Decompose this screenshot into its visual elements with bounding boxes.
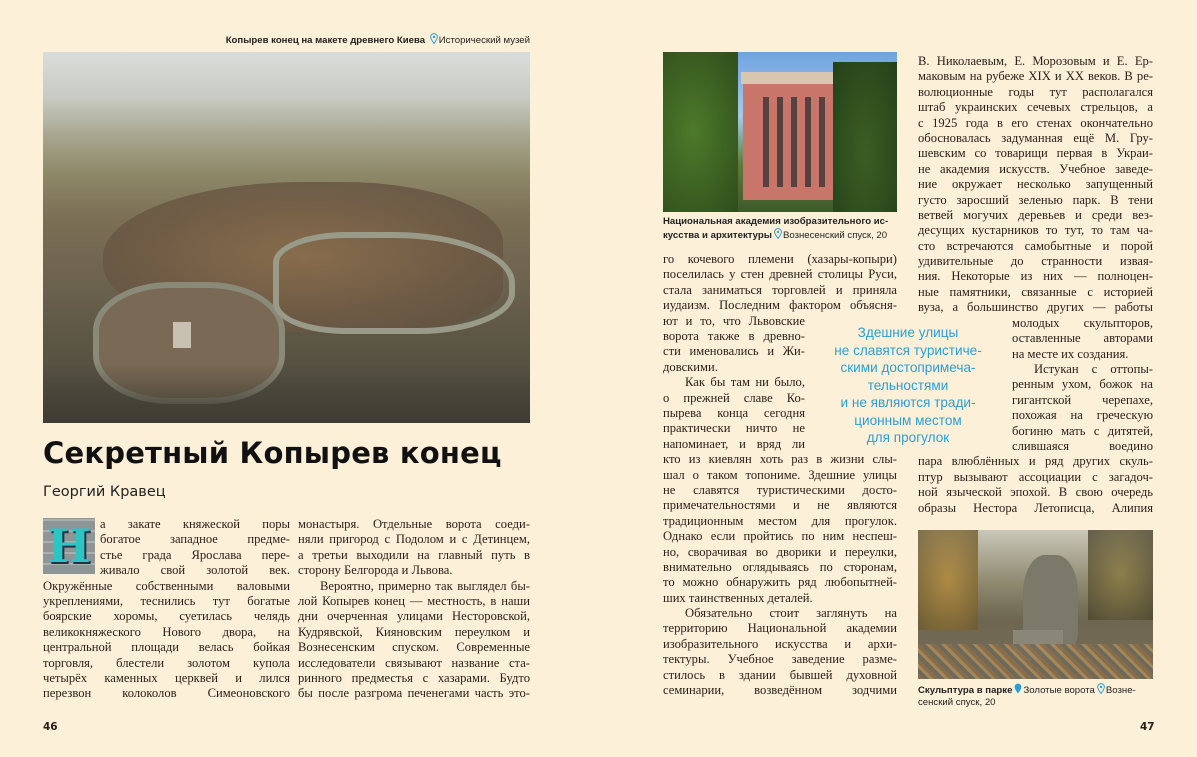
text-line: укреплениями, теснились тут богатые bbox=[43, 593, 290, 608]
text-line: бы после разгрома печенегами часть это- bbox=[298, 686, 530, 701]
text-line: то можно обнаружить ряд любопытней- bbox=[663, 575, 897, 590]
sculpture-photo-caption: Скульптура в парке Золотые ворота Возне- сенский спуск, 20 bbox=[918, 685, 1136, 708]
location-pin-icon bbox=[1097, 683, 1105, 694]
text-line: Вероятно, примерно так выглядел бы- bbox=[320, 578, 530, 593]
text-line: богатое западное предме- bbox=[100, 532, 290, 547]
article-headline: Секретный Копырев конец bbox=[43, 436, 502, 470]
text-line: Истукан с оттопы- bbox=[1034, 361, 1153, 376]
text-line: вуза, а большинство других — работы bbox=[918, 300, 1153, 315]
text-line: Кудрявской, Кияновским переулком и bbox=[298, 624, 530, 639]
text-line: напоминает, и вряд ли bbox=[663, 436, 805, 451]
text-line: а третьи выходили на главный путь в bbox=[298, 547, 530, 562]
text-line: богиню мать с дитятей, bbox=[1012, 423, 1153, 438]
text-line: сторону Белгорода и Львова. bbox=[298, 563, 453, 578]
text-line: территорию Национальной академии bbox=[663, 621, 897, 636]
text-line: ших таинственных деталей. bbox=[663, 590, 813, 605]
text-line: примечательностями и не являются bbox=[663, 498, 897, 513]
text-line: ной языческой эпохой. В свою очередь bbox=[918, 485, 1153, 500]
text-line: пырева конца сегодня bbox=[663, 405, 805, 420]
text-line: довскими. bbox=[663, 359, 718, 374]
caption-place: Исторический музей bbox=[438, 35, 530, 46]
text-line: поселилась у стен древней столицы Руси, bbox=[663, 267, 897, 282]
text-line: десущих кустарников то тут, то там ча- bbox=[918, 223, 1153, 238]
body-text-right-col2-narrow bbox=[1012, 316, 1153, 455]
page-number-right: 47 bbox=[1140, 721, 1155, 733]
text-line: перезвон колоколов Симеоновского bbox=[43, 686, 290, 701]
text-line: густо заросший зеленью парк. В тени bbox=[918, 192, 1153, 207]
sculpture-photo bbox=[918, 530, 1153, 679]
top-photo-caption bbox=[226, 33, 530, 47]
text-line: живало свой золотой век. bbox=[100, 563, 290, 578]
text-line: ние окружает несколько запущенный bbox=[918, 177, 1153, 192]
text-line: ветвей могучих деревьев и среди вез- bbox=[918, 207, 1153, 222]
academy-photo-caption: Национальная академия изобразительного ис- кусства и архитектуры Вознесенский спуск, 20 bbox=[663, 216, 889, 241]
text-line: тектуры. Учебное заведение разме- bbox=[663, 652, 897, 667]
text-line: похожая на греческую bbox=[1012, 408, 1153, 423]
article-author: Георгий Кравец bbox=[43, 484, 166, 500]
text-line: сти именовались и Жи- bbox=[663, 344, 805, 359]
text-line: Однако если пройтись по ним неспеш- bbox=[663, 529, 897, 544]
text-line: штаб украинских сечевых стрельцов, а bbox=[918, 100, 1153, 115]
text-line: семинарии, возведённом зодчими bbox=[663, 683, 897, 698]
drop-cap: Н bbox=[43, 518, 95, 574]
text-line: ворота также в древно- bbox=[663, 328, 805, 343]
pull-quote-line: не славятся туристиче- bbox=[834, 342, 982, 358]
metro-pin-icon bbox=[1014, 683, 1022, 694]
text-line: традиционным местом для прогулок. bbox=[663, 513, 897, 528]
text-line: птур вызывают ассоциации с загадоч- bbox=[918, 469, 1153, 484]
caption-title: Копырев конец на макете древнего Киева bbox=[225, 35, 426, 46]
text-line: не академия искусств. Учебное заведе- bbox=[918, 161, 1153, 176]
kiev-model-photo bbox=[43, 52, 530, 423]
body-text-right-col1-bottom bbox=[663, 452, 897, 698]
text-line: сто встречаются самобытные и порой bbox=[918, 238, 1153, 253]
text-line: Как бы там ни было, bbox=[685, 375, 805, 390]
text-line: кто из киевлян хоть раз в жизни слы- bbox=[663, 452, 897, 467]
text-line: практически ничто не bbox=[663, 421, 805, 436]
text-line: образы Нестора Летописца, Алипия bbox=[918, 500, 1153, 515]
text-line: молодых скульпторов, bbox=[1012, 315, 1153, 330]
text-line: Обязательно стоит заглянуть на bbox=[685, 606, 897, 621]
location-pin-icon bbox=[774, 228, 782, 239]
text-line: изобразительного искусства и архи- bbox=[663, 636, 897, 651]
text-line: маковым на рубеже XIX и XX веков. В ре- bbox=[918, 69, 1153, 84]
pull-quote-line: скими достопримеча- bbox=[840, 360, 976, 375]
pull-quote-line: Здешние улицы bbox=[857, 325, 959, 340]
text-line: ные памятники, связанные с историей bbox=[918, 284, 1153, 299]
text-line: на месте их создания. bbox=[1012, 346, 1129, 361]
body-text-right-col2-top bbox=[918, 54, 1153, 316]
pull-quote-line: тельностями bbox=[867, 377, 949, 393]
text-line: го кочевого племени (хазары-копыри) bbox=[663, 252, 897, 266]
pull-quote-line: для прогулок bbox=[866, 430, 950, 445]
text-line: а закате княжеской поры bbox=[100, 517, 290, 531]
text-line: исследователи связывают название ста- bbox=[298, 655, 530, 670]
text-line: ринного предместья с хазарами. Будто bbox=[298, 670, 530, 685]
text-line: лой Копырев конец — местность, в наши bbox=[298, 593, 530, 608]
text-line: гигантской черепахе, bbox=[1012, 392, 1153, 407]
text-line: пара влюблённых и ряд других скуль- bbox=[918, 454, 1153, 469]
body-text-right-col2-bottom bbox=[918, 454, 1153, 516]
text-line: обосновалась задуманная ещё М. Гру- bbox=[918, 130, 1153, 145]
text-line: оставленные авторами bbox=[1012, 331, 1153, 346]
body-text-left-col2 bbox=[298, 517, 530, 702]
text-line: о прежней славе Ко- bbox=[663, 390, 805, 405]
text-line: удивительные до странности извая- bbox=[918, 254, 1153, 269]
text-line: но, сворачивая во дворики и переулки, bbox=[663, 544, 897, 559]
text-line: дни очерченная улицами Несторовской, bbox=[298, 609, 530, 624]
body-text-right-col1-narrow bbox=[663, 314, 805, 453]
pull-quote bbox=[808, 324, 1008, 447]
text-line: боярские хоромы, суетилась челядь bbox=[43, 609, 290, 624]
body-text-left-col1-dropcap bbox=[100, 517, 290, 579]
body-text-left-col1 bbox=[43, 579, 290, 702]
text-line: ния. Некоторые из них — полноцен- bbox=[918, 269, 1153, 284]
text-line: ют и то, что Львовские bbox=[663, 313, 805, 328]
text-line: не славятся туристическими досто- bbox=[663, 482, 897, 497]
text-line: Вознесенским спуском. Современные bbox=[298, 640, 530, 655]
text-line: внимательно оглядываясь по сторонам, bbox=[663, 559, 897, 574]
text-line: центральной площади велась бойкая bbox=[43, 640, 290, 655]
text-line: Окружённые собственными валовыми bbox=[43, 578, 290, 593]
academy-building-photo bbox=[663, 52, 897, 212]
page-number-left: 46 bbox=[43, 721, 58, 733]
text-line: торговля, блестели золотом купола bbox=[43, 655, 290, 670]
text-line: волюционные годы тут располагался bbox=[918, 84, 1153, 99]
text-line: стье града Ярослава пере- bbox=[100, 547, 290, 562]
text-line: с 1925 года в его стенах окончательно bbox=[918, 115, 1153, 130]
pull-quote-line: и не являются тради- bbox=[840, 395, 976, 410]
text-line: стилось в здании бывшей духовной bbox=[663, 667, 897, 682]
text-line: стала заниматься торговлей и приняла bbox=[663, 282, 897, 297]
text-line: иудаизм. Последним фактором объясня- bbox=[663, 298, 897, 313]
text-line: няли пригород с Подолом и с Детинцем, bbox=[298, 532, 530, 547]
text-line: четырёх каменных церквей и лился bbox=[43, 670, 290, 685]
location-pin-icon bbox=[430, 33, 438, 44]
text-line: шевским со товарищи первая в Украи- bbox=[918, 146, 1153, 161]
text-line: великокняжеского Нового двора, на bbox=[43, 624, 290, 639]
text-line: монастыря. Отдельные ворота соеди- bbox=[298, 517, 530, 531]
text-line: шал о таком топониме. Здешние улицы bbox=[663, 467, 897, 482]
text-line: В. Николаевым, Е. Морозовым и Е. Ер- bbox=[918, 54, 1153, 68]
text-line: ренным ухом, божок на bbox=[1012, 377, 1153, 392]
pull-quote-line: ционным местом bbox=[854, 412, 962, 428]
text-line: слившаяся воедино bbox=[1012, 438, 1153, 453]
body-text-right-col1-top bbox=[663, 252, 897, 314]
